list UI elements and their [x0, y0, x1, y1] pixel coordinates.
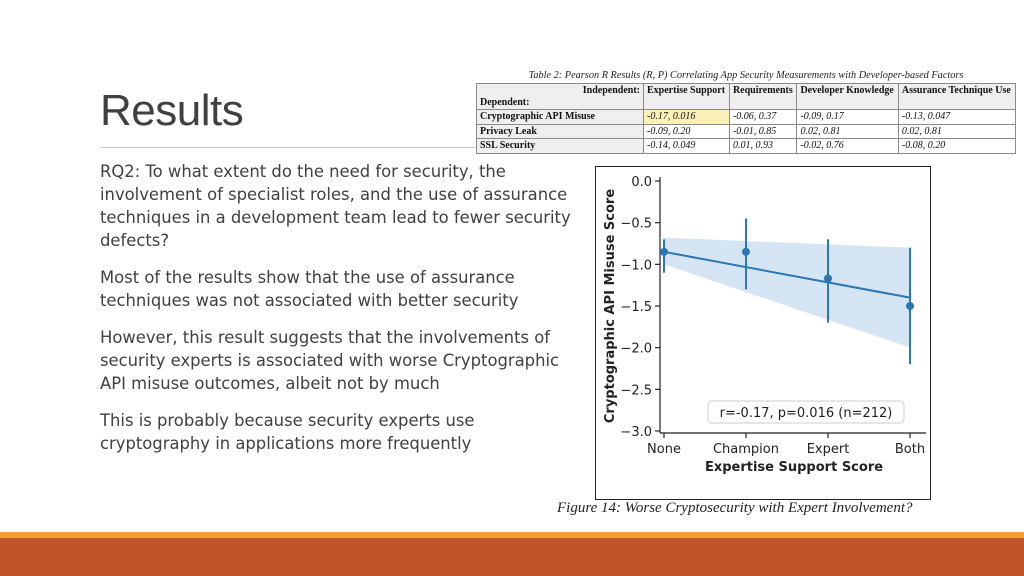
column-header: Requirements — [729, 84, 797, 110]
x-tick-label: Both — [894, 442, 926, 457]
y-tick-label: −2.5 — [620, 383, 652, 399]
table-cell: -0.13, 0.047 — [898, 110, 1015, 125]
table-cell: -0.14, 0.049 — [644, 139, 730, 154]
dependent-label: Dependent: — [480, 96, 530, 108]
table-row — [477, 110, 1016, 125]
y-axis-label: Cryptographic API Misuse Score — [603, 188, 618, 424]
column-header: Expertise Support — [644, 84, 730, 110]
figure-caption: Figure 14: Worse Cryptosecurity with Expert Involvement? — [557, 500, 913, 516]
data-point — [824, 275, 832, 283]
independent-label: Independent: — [582, 85, 640, 96]
table-cell: -0.02, 0.76 — [797, 139, 898, 154]
data-point — [742, 248, 750, 256]
footer-bar — [0, 538, 1024, 576]
confidence-band — [664, 238, 910, 348]
data-point — [906, 302, 914, 310]
table-corner-cell — [477, 84, 644, 110]
y-tick-label: −3.0 — [620, 425, 652, 440]
table-cell: 0.02, 0.81 — [898, 124, 1015, 139]
table-cell: -0.01, 0.85 — [729, 124, 797, 139]
slide-title: Results — [100, 86, 244, 135]
x-tick-label: Champion — [712, 442, 780, 457]
table-cell: -0.09, 0.20 — [644, 124, 730, 139]
table-row — [477, 139, 1016, 154]
paragraph-rq2: RQ2: To what extent do the need for security, the involvement of specialist roles, and the use of assurance techniques in a development team lead to fewer security defects? — [100, 162, 571, 250]
column-header: Developer Knowledge — [797, 84, 898, 110]
table-row — [477, 124, 1016, 139]
y-tick-label: −1.0 — [620, 258, 652, 274]
table-cell: 0.01, 0.93 — [729, 139, 797, 154]
paragraph-explanation: This is probably because security experts use cryptography in applications more frequently — [100, 411, 475, 453]
paragraph-assurance: Most of the results show that the use of assurance techniques was not associated with better security — [100, 268, 519, 310]
chart-frame — [595, 166, 931, 500]
regression-chart — [596, 167, 930, 499]
table-cell: -0.08, 0.20 — [898, 139, 1015, 154]
table-cell: -0.06, 0.37 — [729, 110, 797, 125]
row-header: SSL Security — [477, 139, 644, 154]
table-cell: -0.09, 0.17 — [797, 110, 898, 125]
table-cell-highlighted: -0.17, 0.016 — [644, 110, 730, 125]
annotation-text: r=-0.17, p=0.016 (n=212) — [719, 406, 893, 421]
x-tick-label: Expert — [806, 442, 850, 457]
row-header: Cryptographic API Misuse — [477, 110, 644, 125]
data-point — [660, 248, 668, 256]
table-cell: 0.02, 0.81 — [797, 124, 898, 139]
y-tick-label: −1.5 — [620, 300, 652, 315]
title-divider — [100, 147, 478, 148]
x-tick-label: None — [647, 442, 681, 457]
slide-body — [100, 160, 576, 469]
table-header-row — [477, 84, 1016, 110]
row-header: Privacy Leak — [477, 124, 644, 139]
x-axis-label: Expertise Support Score — [704, 460, 884, 475]
pearson-table — [476, 83, 1016, 154]
y-tick-label: −0.5 — [620, 216, 652, 232]
paragraph-experts: However, this result suggests that the involvements of security experts is associated with worse Cryptographic API misuse outcomes, albeit not by much — [100, 328, 560, 393]
y-tick-label: 0.0 — [631, 175, 652, 190]
table-caption: Table 2: Pearson R Results (R, P) Correlating App Security Measurements with Developer-based Factors — [528, 70, 964, 81]
column-header: Assurance Technique Use — [898, 84, 1015, 110]
y-tick-label: −2.0 — [620, 341, 652, 357]
